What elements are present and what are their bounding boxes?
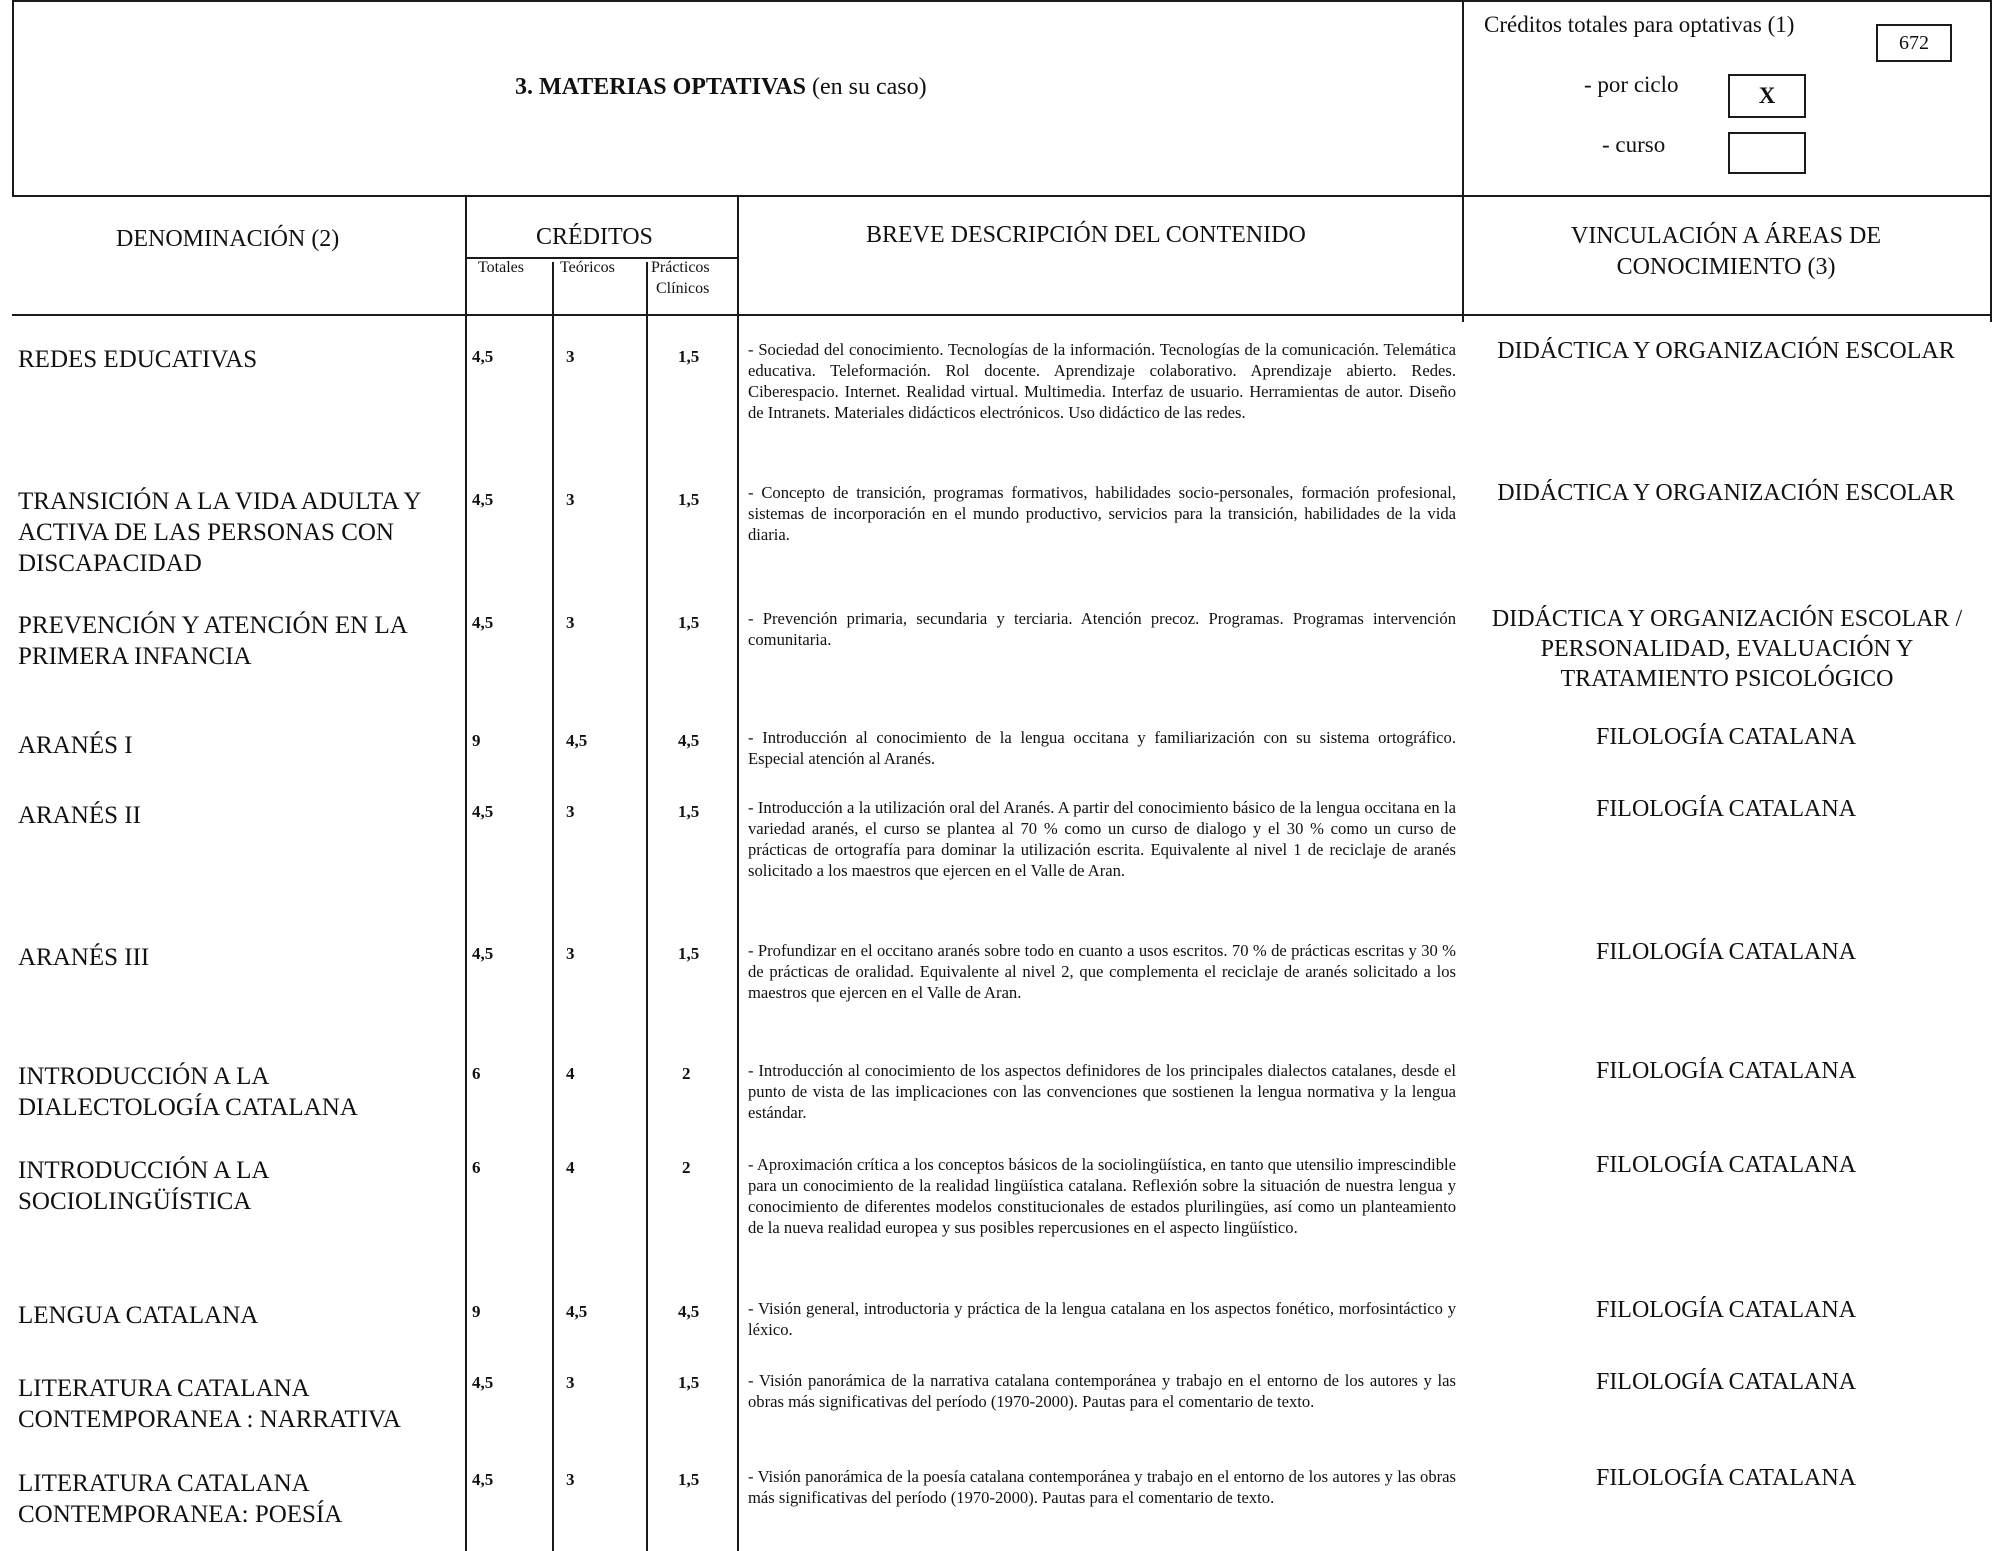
knowledge-area: FILOLOGÍA CATALANA: [1595, 1152, 1857, 1178]
credits-totales: 4,5: [472, 944, 494, 963]
column-header-bottom-line: [12, 314, 1992, 316]
credits-practicos: 4,5: [678, 731, 700, 750]
curso-label: - curso: [1602, 132, 1666, 157]
credits-teoricos: 3: [566, 1373, 575, 1392]
credits-teoricos: 3: [566, 802, 575, 821]
course-description: - Aproximación crítica a los conceptos básicos de la sociolingüística, en tanto que utensilio imprescindible para un conocimiento de la realidad lingüística catalana. Reflexión sobre la situación de nuestra lengua y conocimiento de diferentes modelos constitucionales de estados plurilingües, así como un planteamiento de la nueva realidad europea y sus posibles repercusiones en el aspecto lingüístico.: [748, 1155, 1456, 1237]
credits-practicos: 1,5: [678, 347, 700, 366]
header-bottom-line: [12, 195, 1992, 197]
credits-totales: 4,5: [472, 1470, 494, 1489]
credits-practicos: 4,5: [678, 1302, 700, 1321]
credits-practicos: 1,5: [678, 613, 700, 632]
course-name: REDES EDUCATIVAS: [18, 346, 258, 373]
knowledge-area: DIDÁCTICA Y ORGANIZACIÓN ESCOLAR / PERSONALIDAD, EVALUACIÓN Y TRATAMIENTO PSICOLÓGICO: [1491, 606, 1963, 692]
col-line-descripcion: [737, 195, 739, 1551]
credits-totales: 6: [472, 1064, 481, 1083]
course-name: ARANÉS I: [18, 732, 133, 759]
col-header-vinculacion-line1: VINCULACIÓN A ÁREAS DE: [1570, 223, 1881, 249]
credits-teoricos: 4,5: [566, 731, 588, 750]
col-line-practicos: [646, 262, 648, 1551]
course-description: - Visión panorámica de la poesía catalana contemporánea y trabajo en el entorno de los autores y las obras más significativas del período (1970-2000). Pautas para el comentario de texto.: [748, 1467, 1456, 1507]
credits-totales: 9: [472, 731, 481, 750]
credits-totales: 9: [472, 1302, 481, 1321]
course-description: - Introducción a la utilización oral del Aranés. A partir del conocimiento básico de la lengua occitana en la variedad aranés, el curso se plantea al 70 % como un curso de dialogo y el 30 % como un curso de prácticas de ortografía para dominar la utilización escrita. Equivalente al nivel 1 de reciclaje de aranés solicitado a los maestros que ejercen en el Valle de Aran.: [748, 798, 1456, 880]
credits-totales: 4,5: [472, 802, 494, 821]
col-line-vinculacion: [1462, 195, 1464, 322]
credits-practicos: 1,5: [678, 1373, 700, 1392]
credits-totales: 4,5: [472, 490, 494, 509]
col-header-clinicos: Clínicos: [656, 280, 710, 297]
course-name: PREVENCIÓN Y ATENCIÓN EN LA PRIMERA INFANCIA: [18, 612, 407, 670]
course-name: LITERATURA CATALANA CONTEMPORANEA : NARRATIVA: [18, 1375, 401, 1433]
title-divider: [1462, 0, 1464, 197]
col-line-teoricos: [552, 262, 554, 1551]
knowledge-area: FILOLOGÍA CATALANA: [1595, 939, 1857, 965]
credits-totales: 6: [472, 1158, 481, 1177]
course-name: LITERATURA CATALANA CONTEMPORANEA: POESÍA: [18, 1470, 343, 1528]
course-name: ARANÉS III: [18, 944, 150, 971]
col-line-totales: [465, 195, 467, 1551]
course-name: ARANÉS II: [18, 802, 141, 829]
section-title-bold: 3. MATERIAS OPTATIVAS: [515, 74, 806, 100]
col-header-totales: Totales: [478, 259, 524, 276]
credits-teoricos: 3: [566, 347, 575, 366]
credits-teoricos: 4: [566, 1064, 575, 1083]
col-header-teoricos: Teóricos: [560, 259, 615, 276]
course-name: INTRODUCCIÓN A LA SOCIOLINGÜÍSTICA: [18, 1157, 269, 1215]
col-header-practicos: Prácticos: [651, 259, 710, 276]
course-description: - Sociedad del conocimiento. Tecnologías de la información. Tecnologías de la comunicación. Telemática educativa. Teleformación. Rol docente. Aprendizaje colaborativo. Aprendizaje abierto. Redes. Ciberespacio. Internet. Realidad virtual. Multimedia. Interfaz de usuario. Herramientas de autor. Diseño de Intranets. Materiales didácticos electrónicos. Uso didáctico de las redes.: [748, 340, 1456, 422]
knowledge-area: FILOLOGÍA CATALANA: [1595, 724, 1857, 750]
course-name: TRANSICIÓN A LA VIDA ADULTA Y ACTIVA DE LAS PERSONAS CON DISCAPACIDAD: [18, 488, 421, 577]
course-name: LENGUA CATALANA: [18, 1302, 259, 1329]
course-description: - Visión panorámica de la narrativa catalana contemporánea y trabajo en el entorno de los autores y las obras más significativas del período (1970-2000). Pautas para el comentario de texto.: [748, 1371, 1456, 1411]
course-description: - Introducción al conocimiento de la lengua occitana y familiarización con su sistema ortográfico. Especial atención al Aranés.: [748, 728, 1456, 768]
credits-teoricos: 4,5: [566, 1302, 588, 1321]
curso-checkbox[interactable]: [1728, 132, 1806, 174]
knowledge-area: FILOLOGÍA CATALANA: [1595, 796, 1857, 822]
knowledge-area: FILOLOGÍA CATALANA: [1595, 1297, 1857, 1323]
credits-teoricos: 3: [566, 490, 575, 509]
course-name: INTRODUCCIÓN A LA DIALECTOLOGÍA CATALANA: [18, 1063, 358, 1121]
section-title: [515, 74, 927, 101]
knowledge-area: FILOLOGÍA CATALANA: [1595, 1058, 1857, 1084]
table-border-right: [1990, 0, 1992, 322]
course-description: - Profundizar en el occitano aranés sobre todo en cuanto a usos escritos. 70 % de prácticas escritas y 30 % de prácticas de oralidad. Equivalente al nivel 2, que complementa el reciclaje de aranés solicitado a los maestros que ejercen en el Valle de Aran.: [748, 941, 1456, 1002]
section-title-rest: (en su caso): [805, 74, 927, 100]
credits-totales: 4,5: [472, 347, 494, 366]
por-ciclo-checkbox[interactable]: X: [1728, 74, 1806, 118]
credits-practicos: 1,5: [678, 944, 700, 963]
col-header-vinculacion: [1466, 221, 1986, 283]
course-description: - Visión general, introductoria y práctica de la lengua catalana en los aspectos fonético, morfosintáctico y léxico.: [748, 1299, 1456, 1339]
knowledge-area: FILOLOGÍA CATALANA: [1595, 1465, 1857, 1491]
table-border-left: [12, 0, 14, 197]
credits-teoricos: 3: [566, 1470, 575, 1489]
course-description: - Concepto de transición, programas formativos, habilidades socio-personales, formación profesional, sistemas de incorporación en el mundo productivo, servicios para la transición, habilidades de la vida diaria.: [748, 483, 1456, 544]
credits-practicos: 1,5: [678, 1470, 700, 1489]
credits-practicos: 2: [682, 1158, 691, 1177]
col-header-denominacion: DENOMINACIÓN (2): [116, 226, 340, 252]
credits-teoricos: 3: [566, 944, 575, 963]
course-description: - Introducción al conocimiento de los aspectos definidores de los principales dialectos catalanes, desde el punto de vista de las implicaciones con las convenciones que sostienen la lengua normativa y la lengua estándar.: [748, 1061, 1456, 1122]
knowledge-area: FILOLOGÍA CATALANA: [1595, 1369, 1857, 1395]
table-border-top: [12, 0, 1992, 2]
col-header-descripcion: BREVE DESCRIPCIÓN DEL CONTENIDO: [866, 222, 1306, 248]
knowledge-area: DIDÁCTICA Y ORGANIZACIÓN ESCOLAR: [1497, 338, 1955, 364]
credits-teoricos: 4: [566, 1158, 575, 1177]
credits-teoricos: 3: [566, 613, 575, 632]
col-header-creditos: CRÉDITOS: [536, 224, 653, 250]
knowledge-area: DIDÁCTICA Y ORGANIZACIÓN ESCOLAR: [1497, 480, 1955, 506]
credits-practicos: 1,5: [678, 490, 700, 509]
credits-total-label: Créditos totales para optativas (1): [1484, 12, 1795, 37]
course-description: - Prevención primaria, secundaria y terciaria. Atención precoz. Programas. Programas intervención comunitaria.: [748, 609, 1456, 649]
credits-practicos: 1,5: [678, 802, 700, 821]
credits-total-box: 672: [1876, 24, 1952, 62]
credits-totales: 4,5: [472, 1373, 494, 1392]
por-ciclo-label: - por ciclo: [1584, 72, 1679, 97]
credits-totales: 4,5: [472, 613, 494, 632]
credits-practicos: 2: [682, 1064, 691, 1083]
col-header-vinculacion-line2: CONOCIMIENTO (3): [1616, 254, 1836, 280]
